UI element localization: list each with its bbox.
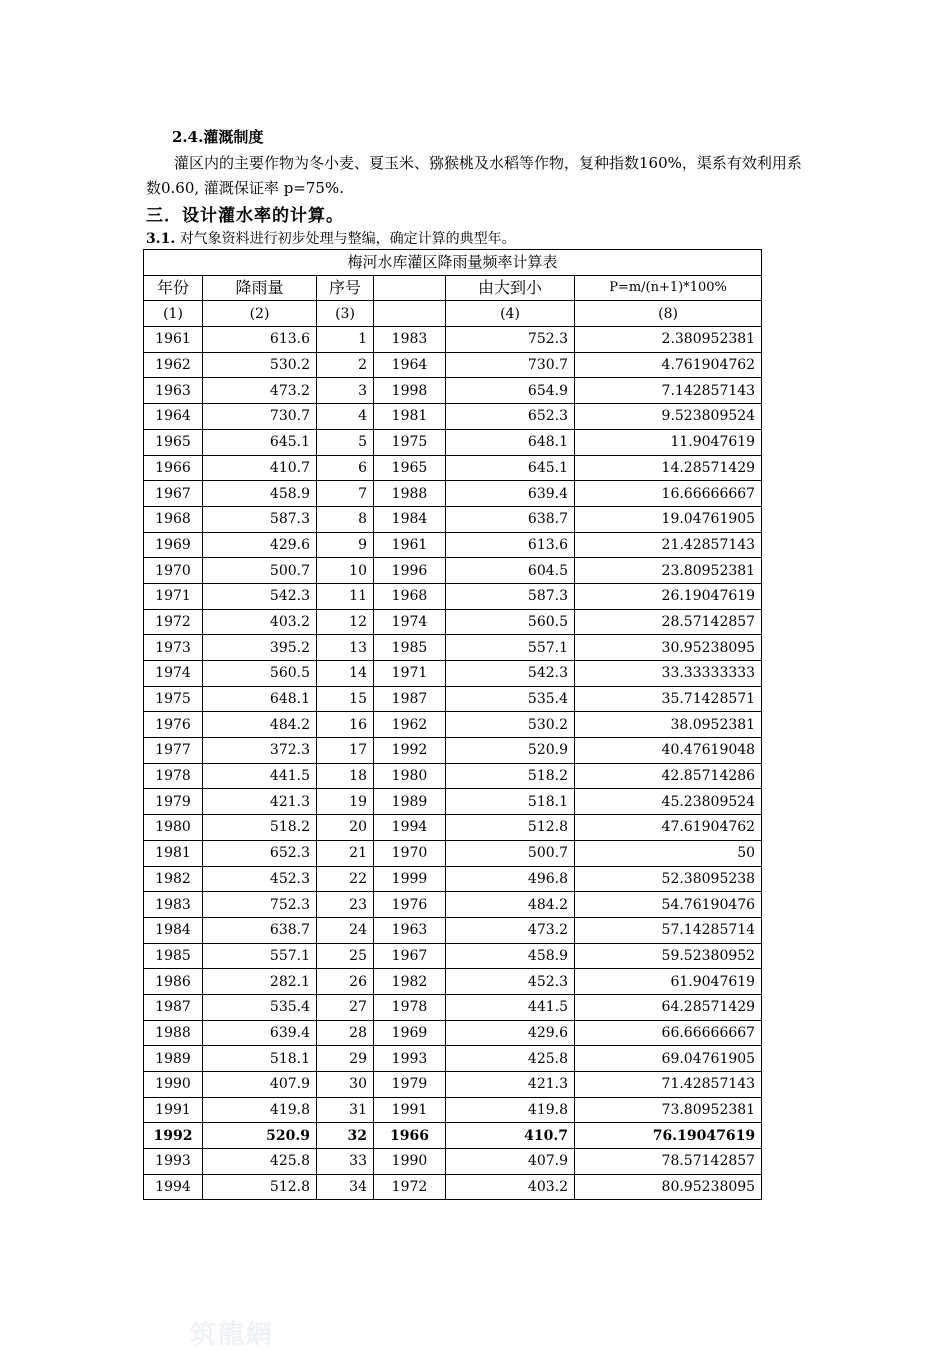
cell-rank: 31 — [317, 1097, 374, 1123]
table-row — [144, 738, 762, 764]
cell-rainfall: 560.5 — [203, 661, 317, 687]
cell-frequency: 69.04761905 — [575, 1046, 762, 1072]
cell-year: 1991 — [144, 1097, 203, 1123]
table-row — [144, 455, 762, 481]
cell-sorted-rainfall: 512.8 — [446, 815, 575, 841]
cell-rainfall: 639.4 — [203, 1020, 317, 1046]
cell-frequency: 54.76190476 — [575, 892, 762, 918]
cell-frequency: 66.66666667 — [575, 1020, 762, 1046]
colnum-1: (1) — [144, 301, 203, 327]
cell-frequency: 40.47619048 — [575, 738, 762, 764]
cell-year: 1984 — [144, 917, 203, 943]
cell-frequency: 78.57142857 — [575, 1149, 762, 1175]
cell-rainfall: 458.9 — [203, 481, 317, 507]
cell-sorted-rainfall: 425.8 — [446, 1046, 575, 1072]
cell-sorted-year: 1964 — [374, 352, 446, 378]
cell-frequency: 64.28571429 — [575, 994, 762, 1020]
cell-rainfall: 403.2 — [203, 609, 317, 635]
cell-rank: 19 — [317, 789, 374, 815]
cell-sorted-year: 1982 — [374, 969, 446, 995]
cell-year: 1962 — [144, 352, 203, 378]
table-row — [144, 994, 762, 1020]
cell-rank: 25 — [317, 943, 374, 969]
cell-rainfall: 535.4 — [203, 994, 317, 1020]
cell-sorted-year: 1992 — [374, 738, 446, 764]
cell-frequency: 11.9047619 — [575, 429, 762, 455]
cell-year: 1983 — [144, 892, 203, 918]
cell-sorted-year: 1989 — [374, 789, 446, 815]
cell-year: 1979 — [144, 789, 203, 815]
cell-frequency: 16.66666667 — [575, 481, 762, 507]
table-row — [144, 1123, 762, 1149]
cell-sorted-rainfall: 638.7 — [446, 506, 575, 532]
cell-rank: 32 — [317, 1123, 374, 1149]
table-row — [144, 943, 762, 969]
cell-frequency: 57.14285714 — [575, 917, 762, 943]
cell-year: 1964 — [144, 404, 203, 430]
cell-year: 1975 — [144, 686, 203, 712]
table-row — [144, 481, 762, 507]
cell-rank: 26 — [317, 969, 374, 995]
table-row — [144, 686, 762, 712]
cell-rank: 34 — [317, 1174, 374, 1200]
table-row — [144, 532, 762, 558]
cell-frequency: 47.61904762 — [575, 815, 762, 841]
table-row — [144, 1097, 762, 1123]
table-row — [144, 840, 762, 866]
cell-year: 1990 — [144, 1072, 203, 1098]
cell-year: 1978 — [144, 763, 203, 789]
cell-sorted-year: 1967 — [374, 943, 446, 969]
cell-rainfall: 410.7 — [203, 455, 317, 481]
cell-rainfall: 613.6 — [203, 327, 317, 353]
cell-sorted-rainfall: 654.9 — [446, 378, 575, 404]
cell-sorted-rainfall: 452.3 — [446, 969, 575, 995]
header-sorted-desc: 由大到小 — [446, 275, 575, 301]
cell-rainfall: 407.9 — [203, 1072, 317, 1098]
table-row — [144, 815, 762, 841]
cell-rank: 1 — [317, 327, 374, 353]
cell-frequency: 23.80952381 — [575, 558, 762, 584]
cell-rank: 3 — [317, 378, 374, 404]
cell-rank: 23 — [317, 892, 374, 918]
cell-year: 1993 — [144, 1149, 203, 1175]
cell-frequency: 28.57142857 — [575, 609, 762, 635]
cell-sorted-rainfall: 639.4 — [446, 481, 575, 507]
cell-sorted-rainfall: 458.9 — [446, 943, 575, 969]
cell-year: 1989 — [144, 1046, 203, 1072]
watermark-logo: 筑龍網 — [190, 1320, 275, 1350]
section-3-1-line — [146, 228, 516, 248]
cell-frequency: 52.38095238 — [575, 866, 762, 892]
cell-frequency: 42.85714286 — [575, 763, 762, 789]
cell-sorted-rainfall: 730.7 — [446, 352, 575, 378]
cell-rainfall: 425.8 — [203, 1149, 317, 1175]
table-row — [144, 352, 762, 378]
cell-sorted-rainfall: 613.6 — [446, 532, 575, 558]
cell-sorted-rainfall: 535.4 — [446, 686, 575, 712]
cell-year: 1988 — [144, 1020, 203, 1046]
cell-sorted-rainfall: 407.9 — [446, 1149, 575, 1175]
cell-rank: 15 — [317, 686, 374, 712]
table-row — [144, 506, 762, 532]
cell-year: 1986 — [144, 969, 203, 995]
cell-sorted-year: 1961 — [374, 532, 446, 558]
cell-rainfall: 500.7 — [203, 558, 317, 584]
cell-rank: 20 — [317, 815, 374, 841]
cell-sorted-year: 1999 — [374, 866, 446, 892]
section-3-1-number: 3.1. — [146, 231, 176, 247]
cell-rank: 5 — [317, 429, 374, 455]
cell-sorted-year: 1983 — [374, 327, 446, 353]
cell-rank: 4 — [317, 404, 374, 430]
cell-rank: 29 — [317, 1046, 374, 1072]
table-row — [144, 1149, 762, 1175]
section-3-1-text: 对气象资料进行初步处理与整编，确定计算的典型年。 — [179, 231, 516, 247]
cell-sorted-rainfall: 542.3 — [446, 661, 575, 687]
colnum-2: (2) — [203, 301, 317, 327]
cell-rainfall: 520.9 — [203, 1123, 317, 1149]
cell-rainfall: 587.3 — [203, 506, 317, 532]
cell-year: 1980 — [144, 815, 203, 841]
cell-year: 1968 — [144, 506, 203, 532]
cell-rainfall: 484.2 — [203, 712, 317, 738]
cell-year: 1974 — [144, 661, 203, 687]
cell-year: 1972 — [144, 609, 203, 635]
table-colnum-row — [144, 301, 762, 327]
table-row — [144, 558, 762, 584]
cell-frequency: 73.80952381 — [575, 1097, 762, 1123]
table-row — [144, 583, 762, 609]
cell-year: 1973 — [144, 635, 203, 661]
table-row — [144, 429, 762, 455]
cell-sorted-rainfall: 520.9 — [446, 738, 575, 764]
table-row — [144, 661, 762, 687]
cell-rainfall: 395.2 — [203, 635, 317, 661]
header-sorted-year — [374, 275, 446, 301]
cell-year: 1971 — [144, 583, 203, 609]
cell-rainfall: 372.3 — [203, 738, 317, 764]
table-caption: 梅河水库灌区降雨量频率计算表 — [144, 250, 762, 276]
cell-sorted-year: 1981 — [374, 404, 446, 430]
table-row — [144, 327, 762, 353]
cell-year: 1969 — [144, 532, 203, 558]
cell-frequency: 33.33333333 — [575, 661, 762, 687]
header-rainfall: 降雨量 — [203, 275, 317, 301]
header-year: 年份 — [144, 275, 203, 301]
cell-rainfall: 557.1 — [203, 943, 317, 969]
table-row — [144, 609, 762, 635]
header-frequency: P=m/(n+1)*100% — [575, 275, 762, 301]
cell-sorted-year: 1979 — [374, 1072, 446, 1098]
cell-year: 1987 — [144, 994, 203, 1020]
cell-year: 1994 — [144, 1174, 203, 1200]
header-rank: 序号 — [317, 275, 374, 301]
cell-sorted-year: 1970 — [374, 840, 446, 866]
cell-sorted-rainfall: 652.3 — [446, 404, 575, 430]
cell-frequency: 76.19047619 — [575, 1123, 762, 1149]
cell-sorted-year: 1984 — [374, 506, 446, 532]
colnum-blank — [374, 301, 446, 327]
cell-sorted-year: 1972 — [374, 1174, 446, 1200]
table-header-row — [144, 275, 762, 301]
cell-sorted-rainfall: 473.2 — [446, 917, 575, 943]
cell-sorted-rainfall: 403.2 — [446, 1174, 575, 1200]
cell-sorted-year: 1975 — [374, 429, 446, 455]
cell-rank: 6 — [317, 455, 374, 481]
cell-frequency: 9.523809524 — [575, 404, 762, 430]
cell-rainfall: 512.8 — [203, 1174, 317, 1200]
cell-frequency: 14.28571429 — [575, 455, 762, 481]
cell-sorted-year: 1985 — [374, 635, 446, 661]
table-row — [144, 1174, 762, 1200]
cell-frequency: 61.9047619 — [575, 969, 762, 995]
cell-year: 1967 — [144, 481, 203, 507]
cell-frequency: 4.761904762 — [575, 352, 762, 378]
table-row — [144, 763, 762, 789]
cell-frequency: 59.52380952 — [575, 943, 762, 969]
table-caption-row — [144, 250, 762, 276]
colnum-4: (4) — [446, 301, 575, 327]
cell-rainfall: 282.1 — [203, 969, 317, 995]
cell-rainfall: 452.3 — [203, 866, 317, 892]
cell-year: 1963 — [144, 378, 203, 404]
cell-rainfall: 421.3 — [203, 789, 317, 815]
cell-frequency: 19.04761905 — [575, 506, 762, 532]
colnum-3: (3) — [317, 301, 374, 327]
cell-rainfall: 530.2 — [203, 352, 317, 378]
section-2-4-heading: 2.4.灌溉制度 — [172, 128, 264, 146]
cell-rank: 12 — [317, 609, 374, 635]
cell-frequency: 35.71428571 — [575, 686, 762, 712]
cell-rank: 2 — [317, 352, 374, 378]
cell-year: 1961 — [144, 327, 203, 353]
cell-rank: 28 — [317, 1020, 374, 1046]
cell-year: 1981 — [144, 840, 203, 866]
cell-sorted-rainfall: 500.7 — [446, 840, 575, 866]
cell-rainfall: 652.3 — [203, 840, 317, 866]
cell-year: 1992 — [144, 1123, 203, 1149]
cell-sorted-rainfall: 560.5 — [446, 609, 575, 635]
cell-sorted-rainfall: 557.1 — [446, 635, 575, 661]
table-row — [144, 1046, 762, 1072]
cell-sorted-year: 1990 — [374, 1149, 446, 1175]
cell-sorted-year: 1978 — [374, 994, 446, 1020]
cell-frequency: 50 — [575, 840, 762, 866]
cell-frequency: 2.380952381 — [575, 327, 762, 353]
cell-rainfall: 730.7 — [203, 404, 317, 430]
irrigation-paragraph — [146, 151, 814, 201]
cell-sorted-year: 1991 — [374, 1097, 446, 1123]
cell-year: 1982 — [144, 866, 203, 892]
cell-frequency: 71.42857143 — [575, 1072, 762, 1098]
cell-rank: 30 — [317, 1072, 374, 1098]
rainfall-frequency-table — [143, 249, 762, 1200]
cell-sorted-year: 1965 — [374, 455, 446, 481]
cell-rank: 11 — [317, 583, 374, 609]
cell-rainfall: 752.3 — [203, 892, 317, 918]
cell-rank: 10 — [317, 558, 374, 584]
cell-year: 1966 — [144, 455, 203, 481]
cell-sorted-rainfall: 752.3 — [446, 327, 575, 353]
cell-year: 1976 — [144, 712, 203, 738]
table-row — [144, 789, 762, 815]
cell-sorted-year: 1987 — [374, 686, 446, 712]
cell-frequency: 26.19047619 — [575, 583, 762, 609]
cell-rainfall: 638.7 — [203, 917, 317, 943]
cell-sorted-year: 1974 — [374, 609, 446, 635]
cell-rank: 17 — [317, 738, 374, 764]
cell-sorted-rainfall: 518.1 — [446, 789, 575, 815]
table-row — [144, 378, 762, 404]
cell-sorted-rainfall: 518.2 — [446, 763, 575, 789]
cell-rank: 27 — [317, 994, 374, 1020]
cell-frequency: 21.42857143 — [575, 532, 762, 558]
cell-rank: 21 — [317, 840, 374, 866]
colnum-8: (8) — [575, 301, 762, 327]
cell-rainfall: 645.1 — [203, 429, 317, 455]
cell-frequency: 80.95238095 — [575, 1174, 762, 1200]
section-3-heading: 三．设计灌水率的计算。 — [146, 206, 344, 226]
cell-frequency: 30.95238095 — [575, 635, 762, 661]
cell-rank: 8 — [317, 506, 374, 532]
table-row — [144, 969, 762, 995]
table-row — [144, 917, 762, 943]
cell-sorted-rainfall: 484.2 — [446, 892, 575, 918]
table-row — [144, 635, 762, 661]
cell-sorted-rainfall: 429.6 — [446, 1020, 575, 1046]
cell-sorted-year: 1971 — [374, 661, 446, 687]
cell-rank: 9 — [317, 532, 374, 558]
cell-rank: 33 — [317, 1149, 374, 1175]
cell-rainfall: 518.1 — [203, 1046, 317, 1072]
cell-frequency: 7.142857143 — [575, 378, 762, 404]
cell-sorted-year: 1963 — [374, 917, 446, 943]
cell-sorted-rainfall: 496.8 — [446, 866, 575, 892]
cell-rainfall: 419.8 — [203, 1097, 317, 1123]
cell-sorted-rainfall: 421.3 — [446, 1072, 575, 1098]
table-row — [144, 866, 762, 892]
cell-sorted-rainfall: 419.8 — [446, 1097, 575, 1123]
cell-sorted-rainfall: 604.5 — [446, 558, 575, 584]
cell-sorted-year: 1980 — [374, 763, 446, 789]
cell-sorted-rainfall: 410.7 — [446, 1123, 575, 1149]
cell-frequency: 38.0952381 — [575, 712, 762, 738]
cell-rank: 22 — [317, 866, 374, 892]
cell-year: 1970 — [144, 558, 203, 584]
cell-rainfall: 441.5 — [203, 763, 317, 789]
cell-year: 1965 — [144, 429, 203, 455]
cell-rank: 16 — [317, 712, 374, 738]
cell-sorted-year: 1996 — [374, 558, 446, 584]
cell-sorted-year: 1969 — [374, 1020, 446, 1046]
cell-rank: 18 — [317, 763, 374, 789]
irrigation-paragraph-text: 灌区内的主要作物为冬小麦、夏玉米、猕猴桃及水稻等作物，复种指数160%，渠系有效利用系数0.60, 灌溉保证率 p=75%. — [146, 154, 802, 197]
cell-frequency: 45.23809524 — [575, 789, 762, 815]
cell-rainfall: 518.2 — [203, 815, 317, 841]
cell-sorted-rainfall: 645.1 — [446, 455, 575, 481]
cell-sorted-rainfall: 530.2 — [446, 712, 575, 738]
table-row — [144, 892, 762, 918]
cell-rank: 24 — [317, 917, 374, 943]
cell-rank: 7 — [317, 481, 374, 507]
cell-sorted-year: 1966 — [374, 1123, 446, 1149]
table-row — [144, 712, 762, 738]
cell-sorted-year: 1968 — [374, 583, 446, 609]
cell-sorted-year: 1962 — [374, 712, 446, 738]
cell-sorted-rainfall: 587.3 — [446, 583, 575, 609]
cell-rainfall: 648.1 — [203, 686, 317, 712]
table-row — [144, 1072, 762, 1098]
cell-rainfall: 429.6 — [203, 532, 317, 558]
cell-sorted-year: 1994 — [374, 815, 446, 841]
cell-sorted-rainfall: 441.5 — [446, 994, 575, 1020]
cell-rainfall: 473.2 — [203, 378, 317, 404]
table-row — [144, 404, 762, 430]
cell-year: 1977 — [144, 738, 203, 764]
cell-sorted-year: 1993 — [374, 1046, 446, 1072]
cell-year: 1985 — [144, 943, 203, 969]
cell-rainfall: 542.3 — [203, 583, 317, 609]
table-row — [144, 1020, 762, 1046]
cell-sorted-year: 1976 — [374, 892, 446, 918]
cell-sorted-rainfall: 648.1 — [446, 429, 575, 455]
cell-sorted-year: 1998 — [374, 378, 446, 404]
cell-rank: 13 — [317, 635, 374, 661]
cell-rank: 14 — [317, 661, 374, 687]
cell-sorted-year: 1988 — [374, 481, 446, 507]
